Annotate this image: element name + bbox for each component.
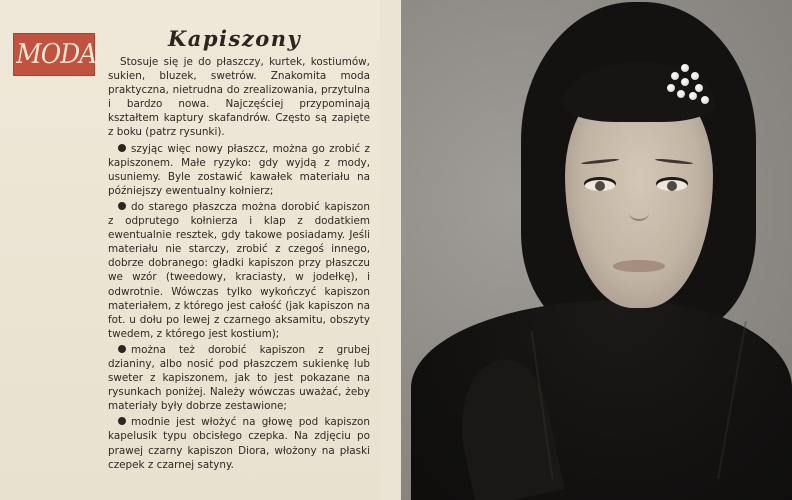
article-bullet-3 xyxy=(108,343,370,413)
pearl-brooch-icon xyxy=(663,60,713,108)
article-bullet-2 xyxy=(108,200,370,341)
article-bullet-4 xyxy=(108,415,370,471)
article-body xyxy=(108,55,370,474)
lips xyxy=(613,260,665,272)
article-intro: Stosuje się je do płaszczy, kurtek, kostiumów, sukien, bluzek, swetrów. Znakomita moda praktyczna, nietrudna do zrealizowania, przytulna i bardzo nowa. Najczęściej przypominają kształtem kaptury skafandrów. Często są zapięte z boku (patrz rysunki). xyxy=(108,56,370,139)
nose xyxy=(629,205,649,221)
section-badge xyxy=(13,33,95,76)
section-badge-label: MODA xyxy=(16,39,97,70)
article-title: Kapiszony xyxy=(168,26,302,51)
article-bullet-1 xyxy=(108,142,370,198)
bullet-text: szyjąc więc nowy płaszcz, można go zrobić z kapiszonem. Małe ryzyko: gdy wyjdą z mody, usuniemy. Byle zostawić kawałek materiału na późniejszy ewentualny kołnierz; xyxy=(108,142,370,197)
bullet-text: można też dorobić kapiszon z grubej dzianiny, albo nosić pod płaszczem sukienkę lub sweter z kapiszonem, jak to jest pokazane na rysunkach poniżej. Należy wówczas uważać, żeby materiały były dobrze zestawione; xyxy=(108,343,370,413)
column-gutter xyxy=(380,0,400,500)
bullet-dot-icon xyxy=(118,345,126,353)
bullet-text: modnie jest włożyć na głowę pod kapiszon kapelusik typu obcisłego czepka. Na zdjęciu po prawej czarny kapiszon Diora, włożony na płaski czepek z czarnej satyny. xyxy=(108,416,370,471)
bullet-text: do starego płaszcza można dorobić kapiszon z odprutego kołnierza i klap z dodatkiem ewentualnie resztek, gdy takowe posiadamy. Jeśli materiału nie starczy, zrobić z czegoś innego, dobrze dobranego: gładki kapiszon przy płaszczu we wzór (tweedowy, kraciasty, w jodełkę), i odwrotnie. Wówczas tylko wykończyć kapiszon materiałem, z którego jest całość (jak kapiszon na fot. u dołu po lewej z czarnego aksamitu, obszyty twedem, z którego jest kostium); xyxy=(108,200,370,340)
bullet-dot-icon xyxy=(118,202,126,210)
fashion-photo xyxy=(401,0,792,500)
right-eye xyxy=(657,180,687,191)
bullet-dot-icon xyxy=(118,144,126,152)
left-eye xyxy=(585,180,615,191)
bullet-dot-icon xyxy=(118,417,126,425)
